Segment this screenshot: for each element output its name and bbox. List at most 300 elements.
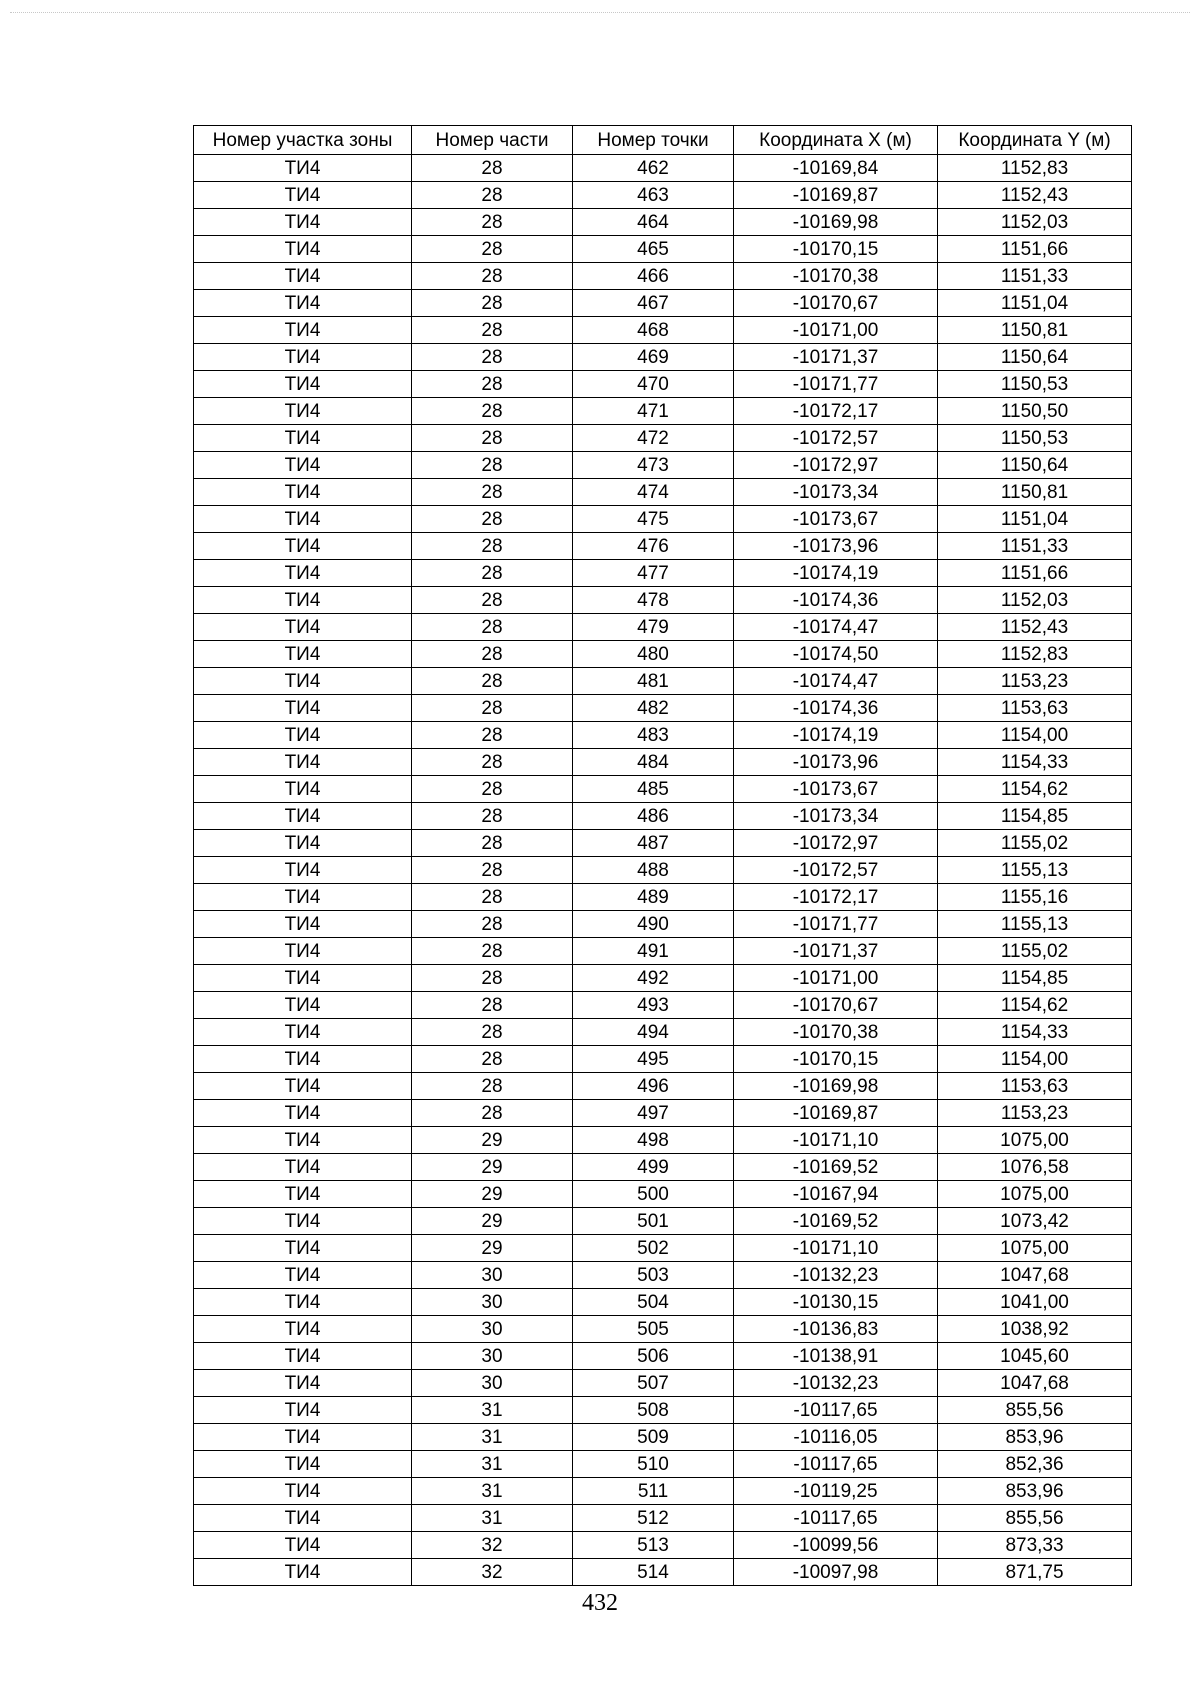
coordinate-y-cell: 1150,64 <box>938 344 1132 371</box>
coordinate-x-cell: -10172,17 <box>734 884 938 911</box>
coordinate-x-cell: -10174,36 <box>734 587 938 614</box>
coordinate-y-cell: 1152,43 <box>938 614 1132 641</box>
part-number-cell: 28 <box>412 668 573 695</box>
table-row <box>194 1154 1132 1181</box>
point-number-cell: 493 <box>573 992 734 1019</box>
zone-section-cell: ТИ4 <box>194 290 412 317</box>
coordinate-x-cell: -10172,57 <box>734 857 938 884</box>
coordinate-x-cell: -10169,87 <box>734 182 938 209</box>
coordinate-x-cell: -10138,91 <box>734 1343 938 1370</box>
point-number-cell: 480 <box>573 641 734 668</box>
part-number-cell: 28 <box>412 1046 573 1073</box>
coordinate-y-cell: 1153,63 <box>938 695 1132 722</box>
zone-section-cell: ТИ4 <box>194 776 412 803</box>
table-row <box>194 182 1132 209</box>
part-number-cell: 31 <box>412 1397 573 1424</box>
point-number-cell: 507 <box>573 1370 734 1397</box>
coordinate-x-cell: -10170,38 <box>734 263 938 290</box>
coordinate-x-cell: -10169,98 <box>734 1073 938 1100</box>
part-number-cell: 28 <box>412 695 573 722</box>
zone-section-cell: ТИ4 <box>194 884 412 911</box>
table-row <box>194 1262 1132 1289</box>
part-number-cell: 28 <box>412 263 573 290</box>
coordinate-x-cell: -10174,47 <box>734 668 938 695</box>
zone-section-cell: ТИ4 <box>194 992 412 1019</box>
zone-section-cell: ТИ4 <box>194 344 412 371</box>
zone-section-cell: ТИ4 <box>194 1154 412 1181</box>
point-number-cell: 513 <box>573 1532 734 1559</box>
point-number-cell: 499 <box>573 1154 734 1181</box>
zone-section-cell: ТИ4 <box>194 317 412 344</box>
table-row <box>194 1235 1132 1262</box>
point-number-cell: 471 <box>573 398 734 425</box>
point-number-cell: 486 <box>573 803 734 830</box>
part-number-cell: 28 <box>412 533 573 560</box>
zone-section-cell: ТИ4 <box>194 911 412 938</box>
point-number-cell: 492 <box>573 965 734 992</box>
coordinate-y-cell: 1151,04 <box>938 506 1132 533</box>
coordinate-x-cell: -10170,15 <box>734 236 938 263</box>
point-number-cell: 497 <box>573 1100 734 1127</box>
point-number-cell: 512 <box>573 1505 734 1532</box>
part-number-cell: 30 <box>412 1316 573 1343</box>
table-row <box>194 1289 1132 1316</box>
part-number-cell: 28 <box>412 641 573 668</box>
coordinate-x-cell: -10169,52 <box>734 1208 938 1235</box>
part-number-cell: 29 <box>412 1154 573 1181</box>
zone-section-cell: ТИ4 <box>194 1127 412 1154</box>
coordinate-x-cell: -10171,00 <box>734 965 938 992</box>
part-number-cell: 28 <box>412 938 573 965</box>
coordinate-x-cell: -10171,10 <box>734 1127 938 1154</box>
coordinate-y-cell: 1155,16 <box>938 884 1132 911</box>
coordinate-x-cell: -10174,47 <box>734 614 938 641</box>
part-number-cell: 29 <box>412 1235 573 1262</box>
point-number-cell: 508 <box>573 1397 734 1424</box>
coordinate-y-cell: 1154,00 <box>938 1046 1132 1073</box>
point-number-cell: 481 <box>573 668 734 695</box>
coordinate-x-cell: -10172,97 <box>734 830 938 857</box>
coordinate-y-cell: 1075,00 <box>938 1127 1132 1154</box>
table-row <box>194 533 1132 560</box>
point-number-cell: 482 <box>573 695 734 722</box>
point-number-cell: 466 <box>573 263 734 290</box>
point-number-cell: 464 <box>573 209 734 236</box>
coordinate-x-cell: -10099,56 <box>734 1532 938 1559</box>
table-row <box>194 344 1132 371</box>
coordinate-x-cell: -10169,98 <box>734 209 938 236</box>
coordinate-y-cell: 873,33 <box>938 1532 1132 1559</box>
table-row <box>194 425 1132 452</box>
part-number-cell: 32 <box>412 1532 573 1559</box>
coordinate-y-cell: 1041,00 <box>938 1289 1132 1316</box>
table-row <box>194 263 1132 290</box>
table-row <box>194 1532 1132 1559</box>
part-number-cell: 30 <box>412 1262 573 1289</box>
table-row <box>194 1073 1132 1100</box>
table-row <box>194 479 1132 506</box>
coordinate-x-cell: -10173,34 <box>734 479 938 506</box>
coordinate-x-cell: -10174,50 <box>734 641 938 668</box>
point-number-cell: 505 <box>573 1316 734 1343</box>
zone-section-cell: ТИ4 <box>194 1181 412 1208</box>
point-number-cell: 501 <box>573 1208 734 1235</box>
header-part-number: Номер части <box>412 126 573 155</box>
zone-section-cell: ТИ4 <box>194 1019 412 1046</box>
coordinate-y-cell: 1150,81 <box>938 317 1132 344</box>
point-number-cell: 487 <box>573 830 734 857</box>
coordinate-x-cell: -10167,94 <box>734 1181 938 1208</box>
coordinate-x-cell: -10171,77 <box>734 371 938 398</box>
part-number-cell: 31 <box>412 1505 573 1532</box>
coordinate-y-cell: 1154,62 <box>938 776 1132 803</box>
coordinate-y-cell: 1155,02 <box>938 830 1132 857</box>
zone-section-cell: ТИ4 <box>194 1451 412 1478</box>
point-number-cell: 485 <box>573 776 734 803</box>
part-number-cell: 28 <box>412 857 573 884</box>
coordinate-y-cell: 871,75 <box>938 1559 1132 1586</box>
table-row <box>194 209 1132 236</box>
table-row <box>194 965 1132 992</box>
table-row <box>194 1397 1132 1424</box>
header-coordinate-y: Координата Y (м) <box>938 126 1132 155</box>
point-number-cell: 509 <box>573 1424 734 1451</box>
zone-section-cell: ТИ4 <box>194 1478 412 1505</box>
table-row <box>194 236 1132 263</box>
zone-section-cell: ТИ4 <box>194 182 412 209</box>
point-number-cell: 502 <box>573 1235 734 1262</box>
table-row <box>194 1100 1132 1127</box>
table-row <box>194 1343 1132 1370</box>
part-number-cell: 29 <box>412 1181 573 1208</box>
coordinate-x-cell: -10173,67 <box>734 506 938 533</box>
coordinate-x-cell: -10174,19 <box>734 560 938 587</box>
point-number-cell: 483 <box>573 722 734 749</box>
zone-section-cell: ТИ4 <box>194 479 412 506</box>
table-row <box>194 1127 1132 1154</box>
header-point-number: Номер точки <box>573 126 734 155</box>
zone-section-cell: ТИ4 <box>194 1208 412 1235</box>
header-coordinate-x: Координата X (м) <box>734 126 938 155</box>
part-number-cell: 29 <box>412 1127 573 1154</box>
zone-section-cell: ТИ4 <box>194 263 412 290</box>
zone-section-cell: ТИ4 <box>194 533 412 560</box>
zone-section-cell: ТИ4 <box>194 1100 412 1127</box>
scan-top-edge <box>10 12 1190 13</box>
coordinate-x-cell: -10136,83 <box>734 1316 938 1343</box>
part-number-cell: 28 <box>412 479 573 506</box>
coordinate-y-cell: 1153,23 <box>938 1100 1132 1127</box>
point-number-cell: 503 <box>573 1262 734 1289</box>
point-number-cell: 477 <box>573 560 734 587</box>
coordinate-y-cell: 1150,53 <box>938 371 1132 398</box>
header-zone-section: Номер участка зоны <box>194 126 412 155</box>
part-number-cell: 28 <box>412 965 573 992</box>
table-row <box>194 1505 1132 1532</box>
zone-section-cell: ТИ4 <box>194 1289 412 1316</box>
part-number-cell: 28 <box>412 992 573 1019</box>
table-row <box>194 560 1132 587</box>
table-row <box>194 1370 1132 1397</box>
part-number-cell: 28 <box>412 371 573 398</box>
part-number-cell: 28 <box>412 236 573 263</box>
part-number-cell: 28 <box>412 317 573 344</box>
zone-section-cell: ТИ4 <box>194 587 412 614</box>
coordinate-y-cell: 1154,33 <box>938 1019 1132 1046</box>
zone-section-cell: ТИ4 <box>194 506 412 533</box>
coordinate-x-cell: -10170,38 <box>734 1019 938 1046</box>
table-header <box>194 126 1132 155</box>
part-number-cell: 28 <box>412 587 573 614</box>
zone-section-cell: ТИ4 <box>194 803 412 830</box>
coordinate-y-cell: 1152,03 <box>938 587 1132 614</box>
zone-section-cell: ТИ4 <box>194 1343 412 1370</box>
coordinate-y-cell: 1152,43 <box>938 182 1132 209</box>
coordinate-y-cell: 1151,66 <box>938 560 1132 587</box>
part-number-cell: 30 <box>412 1370 573 1397</box>
coordinate-x-cell: -10174,36 <box>734 695 938 722</box>
part-number-cell: 28 <box>412 209 573 236</box>
point-number-cell: 496 <box>573 1073 734 1100</box>
coordinate-x-cell: -10170,67 <box>734 290 938 317</box>
coordinate-x-cell: -10132,23 <box>734 1370 938 1397</box>
zone-section-cell: ТИ4 <box>194 641 412 668</box>
zone-section-cell: ТИ4 <box>194 965 412 992</box>
table-row <box>194 641 1132 668</box>
zone-section-cell: ТИ4 <box>194 938 412 965</box>
part-number-cell: 28 <box>412 830 573 857</box>
zone-section-cell: ТИ4 <box>194 695 412 722</box>
coordinate-y-cell: 1153,23 <box>938 668 1132 695</box>
point-number-cell: 474 <box>573 479 734 506</box>
coordinate-x-cell: -10170,15 <box>734 1046 938 1073</box>
table-row <box>194 155 1132 182</box>
part-number-cell: 28 <box>412 425 573 452</box>
coordinate-x-cell: -10172,97 <box>734 452 938 479</box>
table-row <box>194 1424 1132 1451</box>
part-number-cell: 31 <box>412 1478 573 1505</box>
zone-section-cell: ТИ4 <box>194 1397 412 1424</box>
point-number-cell: 504 <box>573 1289 734 1316</box>
part-number-cell: 28 <box>412 1100 573 1127</box>
point-number-cell: 489 <box>573 884 734 911</box>
zone-section-cell: ТИ4 <box>194 1532 412 1559</box>
part-number-cell: 28 <box>412 614 573 641</box>
table-row <box>194 1559 1132 1586</box>
zone-section-cell: ТИ4 <box>194 614 412 641</box>
coordinate-x-cell: -10173,96 <box>734 533 938 560</box>
coordinate-y-cell: 1075,00 <box>938 1181 1132 1208</box>
part-number-cell: 28 <box>412 506 573 533</box>
part-number-cell: 29 <box>412 1208 573 1235</box>
table-row <box>194 371 1132 398</box>
point-number-cell: 494 <box>573 1019 734 1046</box>
coordinate-y-cell: 1073,42 <box>938 1208 1132 1235</box>
coordinate-x-cell: -10119,25 <box>734 1478 938 1505</box>
coordinate-x-cell: -10170,67 <box>734 992 938 1019</box>
coordinate-y-cell: 1151,04 <box>938 290 1132 317</box>
part-number-cell: 28 <box>412 182 573 209</box>
coordinate-x-cell: -10169,52 <box>734 1154 938 1181</box>
zone-section-cell: ТИ4 <box>194 1262 412 1289</box>
table-row <box>194 398 1132 425</box>
coordinate-x-cell: -10132,23 <box>734 1262 938 1289</box>
coordinate-x-cell: -10174,19 <box>734 722 938 749</box>
table-row <box>194 1208 1132 1235</box>
zone-section-cell: ТИ4 <box>194 1370 412 1397</box>
zone-section-cell: ТИ4 <box>194 209 412 236</box>
table-row <box>194 857 1132 884</box>
coordinate-y-cell: 1152,03 <box>938 209 1132 236</box>
coordinate-y-cell: 1154,00 <box>938 722 1132 749</box>
coordinates-table <box>193 125 1132 1586</box>
part-number-cell: 28 <box>412 290 573 317</box>
point-number-cell: 469 <box>573 344 734 371</box>
coordinate-y-cell: 1153,63 <box>938 1073 1132 1100</box>
zone-section-cell: ТИ4 <box>194 668 412 695</box>
coordinate-y-cell: 1151,66 <box>938 236 1132 263</box>
coordinate-y-cell: 1152,83 <box>938 641 1132 668</box>
coordinate-x-cell: -10173,34 <box>734 803 938 830</box>
table-row <box>194 1181 1132 1208</box>
point-number-cell: 484 <box>573 749 734 776</box>
point-number-cell: 470 <box>573 371 734 398</box>
coordinate-x-cell: -10172,17 <box>734 398 938 425</box>
part-number-cell: 28 <box>412 884 573 911</box>
point-number-cell: 478 <box>573 587 734 614</box>
coordinate-x-cell: -10171,37 <box>734 344 938 371</box>
coordinate-y-cell: 855,56 <box>938 1505 1132 1532</box>
table-row <box>194 722 1132 749</box>
coordinate-x-cell: -10171,00 <box>734 317 938 344</box>
point-number-cell: 462 <box>573 155 734 182</box>
zone-section-cell: ТИ4 <box>194 1505 412 1532</box>
point-number-cell: 473 <box>573 452 734 479</box>
zone-section-cell: ТИ4 <box>194 1424 412 1451</box>
zone-section-cell: ТИ4 <box>194 452 412 479</box>
point-number-cell: 495 <box>573 1046 734 1073</box>
point-number-cell: 511 <box>573 1478 734 1505</box>
part-number-cell: 31 <box>412 1451 573 1478</box>
coordinate-y-cell: 1047,68 <box>938 1370 1132 1397</box>
coordinate-y-cell: 1152,83 <box>938 155 1132 182</box>
table-body <box>194 155 1132 1586</box>
table-row <box>194 1316 1132 1343</box>
coordinate-y-cell: 1150,64 <box>938 452 1132 479</box>
part-number-cell: 31 <box>412 1424 573 1451</box>
point-number-cell: 500 <box>573 1181 734 1208</box>
part-number-cell: 30 <box>412 1343 573 1370</box>
coordinate-y-cell: 855,56 <box>938 1397 1132 1424</box>
table-row <box>194 938 1132 965</box>
point-number-cell: 472 <box>573 425 734 452</box>
coordinate-x-cell: -10171,37 <box>734 938 938 965</box>
coordinate-x-cell: -10117,65 <box>734 1397 938 1424</box>
coordinate-y-cell: 1155,02 <box>938 938 1132 965</box>
zone-section-cell: ТИ4 <box>194 425 412 452</box>
coordinate-x-cell: -10117,65 <box>734 1451 938 1478</box>
zone-section-cell: ТИ4 <box>194 1235 412 1262</box>
table-row <box>194 992 1132 1019</box>
part-number-cell: 28 <box>412 749 573 776</box>
coordinate-x-cell: -10097,98 <box>734 1559 938 1586</box>
table-row <box>194 668 1132 695</box>
point-number-cell: 491 <box>573 938 734 965</box>
coordinate-x-cell: -10172,57 <box>734 425 938 452</box>
zone-section-cell: ТИ4 <box>194 857 412 884</box>
coordinate-x-cell: -10116,05 <box>734 1424 938 1451</box>
zone-section-cell: ТИ4 <box>194 1316 412 1343</box>
point-number-cell: 467 <box>573 290 734 317</box>
part-number-cell: 32 <box>412 1559 573 1586</box>
point-number-cell: 510 <box>573 1451 734 1478</box>
part-number-cell: 28 <box>412 155 573 182</box>
table-row <box>194 1478 1132 1505</box>
point-number-cell: 463 <box>573 182 734 209</box>
zone-section-cell: ТИ4 <box>194 560 412 587</box>
part-number-cell: 28 <box>412 722 573 749</box>
table-row <box>194 749 1132 776</box>
part-number-cell: 28 <box>412 452 573 479</box>
zone-section-cell: ТИ4 <box>194 830 412 857</box>
point-number-cell: 479 <box>573 614 734 641</box>
coordinate-x-cell: -10171,10 <box>734 1235 938 1262</box>
coordinate-y-cell: 853,96 <box>938 1478 1132 1505</box>
coordinate-y-cell: 1154,85 <box>938 965 1132 992</box>
coordinate-y-cell: 1045,60 <box>938 1343 1132 1370</box>
coordinate-y-cell: 1151,33 <box>938 533 1132 560</box>
table-row <box>194 1019 1132 1046</box>
zone-section-cell: ТИ4 <box>194 398 412 425</box>
table-row <box>194 317 1132 344</box>
part-number-cell: 28 <box>412 776 573 803</box>
point-number-cell: 476 <box>573 533 734 560</box>
zone-section-cell: ТИ4 <box>194 236 412 263</box>
point-number-cell: 475 <box>573 506 734 533</box>
point-number-cell: 506 <box>573 1343 734 1370</box>
coordinate-y-cell: 1151,33 <box>938 263 1132 290</box>
zone-section-cell: ТИ4 <box>194 155 412 182</box>
coordinate-y-cell: 1075,00 <box>938 1235 1132 1262</box>
part-number-cell: 30 <box>412 1289 573 1316</box>
point-number-cell: 514 <box>573 1559 734 1586</box>
table-row <box>194 911 1132 938</box>
part-number-cell: 28 <box>412 560 573 587</box>
table-row <box>194 290 1132 317</box>
zone-section-cell: ТИ4 <box>194 749 412 776</box>
zone-section-cell: ТИ4 <box>194 1559 412 1586</box>
point-number-cell: 498 <box>573 1127 734 1154</box>
coordinate-x-cell: -10173,96 <box>734 749 938 776</box>
coordinate-x-cell: -10130,15 <box>734 1289 938 1316</box>
part-number-cell: 28 <box>412 344 573 371</box>
coordinate-x-cell: -10169,87 <box>734 1100 938 1127</box>
coordinate-x-cell: -10117,65 <box>734 1505 938 1532</box>
coordinate-x-cell: -10169,84 <box>734 155 938 182</box>
table-row <box>194 695 1132 722</box>
part-number-cell: 28 <box>412 398 573 425</box>
part-number-cell: 28 <box>412 911 573 938</box>
zone-section-cell: ТИ4 <box>194 722 412 749</box>
table-row <box>194 830 1132 857</box>
coordinate-x-cell: -10173,67 <box>734 776 938 803</box>
coordinate-y-cell: 1150,53 <box>938 425 1132 452</box>
part-number-cell: 28 <box>412 1073 573 1100</box>
part-number-cell: 28 <box>412 803 573 830</box>
coordinate-y-cell: 1155,13 <box>938 911 1132 938</box>
coordinate-y-cell: 1038,92 <box>938 1316 1132 1343</box>
table-row <box>194 803 1132 830</box>
